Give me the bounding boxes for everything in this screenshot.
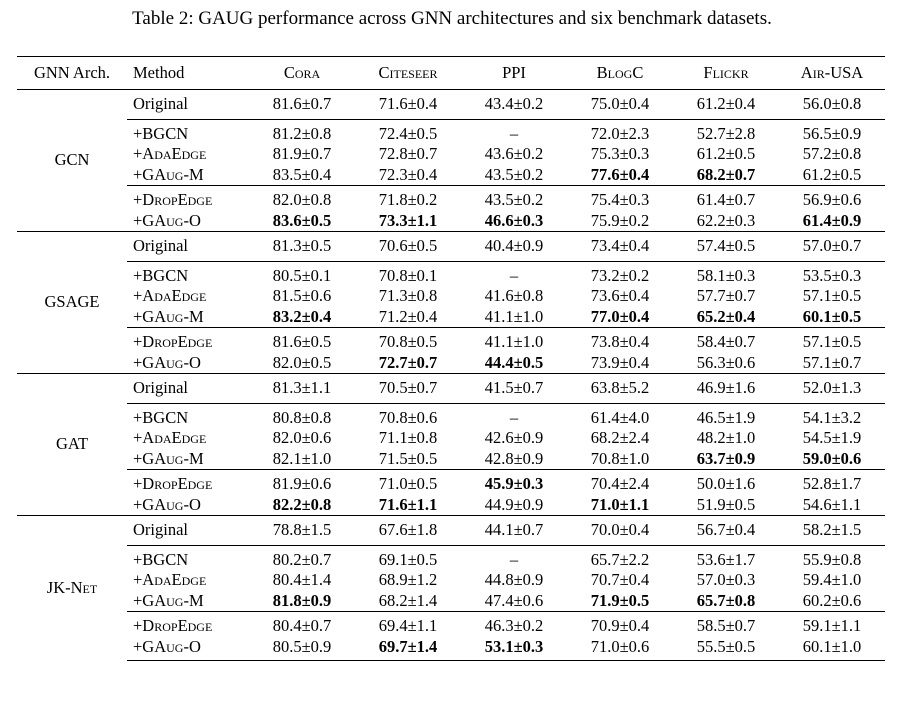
value-cell: 71.6±1.1 — [378, 494, 438, 514]
value-cell: 71.0±0.6 — [567, 637, 673, 661]
value-cell: 71.5±0.5 — [378, 448, 438, 468]
value-cell: 71.1±0.8 — [378, 428, 438, 447]
value-cell: 62.2±0.3 — [696, 210, 756, 230]
value-cell: – — [461, 545, 567, 570]
value-cell: 44.9±0.9 — [484, 494, 544, 514]
value-cell: 75.9±0.2 — [590, 210, 650, 230]
table-row — [17, 307, 885, 328]
value-cell: 43.4±0.2 — [484, 94, 544, 113]
table-row — [17, 119, 885, 144]
value-cell: 52.0±1.3 — [779, 374, 885, 404]
value-cell: 61.4±4.0 — [567, 403, 673, 428]
table-row — [17, 211, 885, 232]
value-cell: 71.9±0.5 — [590, 590, 650, 610]
method-cell: +GAug-M — [133, 164, 204, 184]
header-ppi: PPI — [502, 62, 526, 82]
value-cell: 73.3±1.1 — [378, 210, 438, 230]
value-cell: 57.2±0.8 — [802, 144, 862, 163]
value-cell: 57.7±0.7 — [696, 286, 756, 305]
value-cell: 68.2±2.4 — [590, 428, 650, 447]
value-cell: 61.4±0.9 — [802, 210, 862, 230]
value-cell: 70.8±0.6 — [355, 403, 461, 428]
table-row — [17, 328, 885, 353]
value-cell: 82.0±0.6 — [272, 428, 332, 447]
value-cell: 41.1±1.0 — [484, 306, 544, 326]
header-citeseer: Citeseer — [378, 62, 438, 82]
value-cell: 57.1±0.7 — [802, 352, 862, 372]
value-cell: 81.3±1.1 — [249, 374, 355, 404]
table-row — [17, 495, 885, 516]
value-cell: 44.4±0.5 — [484, 352, 544, 372]
method-cell: +GAug-O — [127, 637, 249, 661]
value-cell: 56.5±0.9 — [779, 119, 885, 144]
value-cell: 73.9±0.4 — [590, 352, 650, 372]
table-row — [17, 286, 885, 307]
value-cell: 81.6±0.5 — [249, 328, 355, 353]
value-cell: 61.4±0.7 — [673, 186, 779, 211]
value-cell: 73.8±0.4 — [567, 328, 673, 353]
value-cell: 72.0±2.3 — [567, 119, 673, 144]
header-blogc: BlogC — [596, 62, 644, 82]
value-cell: 43.5±0.2 — [461, 186, 567, 211]
value-cell: 80.4±1.4 — [272, 570, 332, 589]
value-cell: 83.5±0.4 — [272, 164, 332, 184]
value-cell: 54.5±1.9 — [802, 428, 862, 447]
table-row — [17, 261, 885, 286]
table-row — [17, 374, 885, 404]
value-cell: – — [461, 261, 567, 286]
value-cell: 48.2±1.0 — [696, 428, 756, 447]
method-cell: +GAug-O — [133, 352, 201, 372]
value-cell: 46.9±1.6 — [673, 374, 779, 404]
header-air-usa: Air-USA — [800, 62, 864, 82]
table-row — [17, 353, 885, 374]
table-row — [17, 470, 885, 495]
table-row — [17, 591, 885, 612]
table-row — [17, 449, 885, 470]
table-row — [17, 570, 885, 591]
value-cell: 52.7±2.8 — [673, 119, 779, 144]
value-cell: 81.9±0.6 — [249, 470, 355, 495]
value-cell: 72.8±0.7 — [378, 144, 438, 163]
value-cell: 46.6±0.3 — [484, 210, 544, 230]
value-cell: 71.2±0.4 — [378, 306, 438, 326]
table-row — [17, 545, 885, 570]
value-cell: 72.4±0.5 — [355, 119, 461, 144]
value-cell: 44.1±0.7 — [461, 516, 567, 546]
value-cell: 52.8±1.7 — [779, 470, 885, 495]
value-cell: 53.1±0.3 — [461, 637, 567, 661]
value-cell: 60.1±1.0 — [779, 637, 885, 661]
value-cell: 63.7±0.9 — [696, 448, 756, 468]
value-cell: 68.2±1.4 — [378, 590, 438, 610]
value-cell: 57.1±0.5 — [802, 286, 862, 305]
value-cell: 67.6±1.8 — [355, 516, 461, 546]
value-cell: 44.8±0.9 — [484, 570, 544, 589]
value-cell: 70.8±1.0 — [590, 448, 650, 468]
method-cell: +DropEdge — [127, 328, 249, 353]
value-cell: 40.4±0.9 — [461, 232, 567, 262]
value-cell: 43.5±0.2 — [484, 164, 544, 184]
method-cell: +DropEdge — [127, 470, 249, 495]
value-cell: 71.3±0.8 — [378, 286, 438, 305]
table-row — [17, 186, 885, 211]
value-cell: 81.6±0.7 — [272, 94, 332, 113]
value-cell: 70.5±0.7 — [355, 374, 461, 404]
value-cell: 69.7±1.4 — [355, 637, 461, 661]
value-cell: 81.5±0.6 — [272, 286, 332, 305]
value-cell: 50.0±1.6 — [673, 470, 779, 495]
method-cell: +GAug-O — [133, 494, 201, 514]
value-cell: 69.4±1.1 — [355, 612, 461, 637]
value-cell: 47.4±0.6 — [484, 590, 544, 610]
value-cell: 70.8±0.1 — [355, 261, 461, 286]
value-cell: 81.8±0.9 — [272, 590, 332, 610]
value-cell: 71.0±1.1 — [590, 494, 650, 514]
table-row — [17, 428, 885, 449]
value-cell: 46.5±1.9 — [673, 403, 779, 428]
value-cell: 83.2±0.4 — [272, 306, 332, 326]
value-cell: 41.5±0.7 — [461, 374, 567, 404]
value-cell: 41.6±0.8 — [484, 286, 544, 305]
value-cell: 75.3±0.3 — [590, 144, 650, 163]
value-cell: 70.4±2.4 — [567, 470, 673, 495]
value-cell: 45.9±0.3 — [461, 470, 567, 495]
method-cell: +GAug-M — [133, 590, 204, 610]
value-cell: 73.2±0.2 — [567, 261, 673, 286]
value-cell: 59.0±0.6 — [802, 448, 862, 468]
value-cell: 56.7±0.4 — [673, 516, 779, 546]
gnn-arch-cell: GAT — [17, 374, 127, 516]
value-cell: 57.4±0.5 — [673, 232, 779, 262]
value-cell: 70.0±0.4 — [567, 516, 673, 546]
header-cora: Cora — [283, 62, 321, 82]
header-method: Method — [133, 62, 185, 82]
table-row — [17, 90, 885, 120]
method-cell: +BGCN — [127, 261, 249, 286]
gnn-arch-cell: GCN — [54, 150, 90, 170]
value-cell: 56.0±0.8 — [802, 94, 862, 113]
method-cell: +AdaEdge — [133, 428, 207, 447]
table-header — [17, 57, 885, 90]
method-cell: Original — [127, 374, 249, 404]
value-cell: 43.6±0.2 — [484, 144, 544, 163]
value-cell: 70.6±0.5 — [355, 232, 461, 262]
method-cell: +BGCN — [127, 119, 249, 144]
value-cell: 82.1±1.0 — [272, 448, 332, 468]
table-row — [17, 516, 885, 546]
gnn-arch-cell: JK-Net — [17, 516, 127, 661]
table-caption: Table 2: GAUG performance across GNN architectures and six benchmark datasets. — [132, 8, 772, 29]
value-cell: 57.0±0.7 — [779, 232, 885, 262]
table-row — [17, 612, 885, 637]
method-cell: +DropEdge — [127, 612, 249, 637]
value-cell: 77.0±0.4 — [590, 306, 650, 326]
value-cell: 55.5±0.5 — [673, 637, 779, 661]
value-cell: 41.1±1.0 — [461, 328, 567, 353]
value-cell: 80.5±0.1 — [249, 261, 355, 286]
value-cell: 75.4±0.3 — [567, 186, 673, 211]
value-cell: 75.0±0.4 — [590, 94, 650, 113]
results-table — [17, 56, 885, 661]
value-cell: 46.3±0.2 — [461, 612, 567, 637]
table-row — [17, 165, 885, 186]
value-cell: 71.6±0.4 — [378, 94, 438, 113]
value-cell: 72.3±0.4 — [378, 164, 438, 184]
value-cell: 54.6±1.1 — [802, 494, 862, 514]
value-cell: 65.7±2.2 — [567, 545, 673, 570]
value-cell: 71.8±0.2 — [355, 186, 461, 211]
value-cell: 83.6±0.5 — [272, 210, 332, 230]
header-flickr: Flickr — [703, 62, 749, 82]
method-cell: +AdaEdge — [133, 570, 207, 589]
value-cell: 53.6±1.7 — [673, 545, 779, 570]
value-cell: 56.3±0.6 — [696, 352, 756, 372]
method-cell: Original — [127, 232, 249, 262]
value-cell: 81.9±0.7 — [272, 144, 332, 163]
value-cell: 73.4±0.4 — [567, 232, 673, 262]
gnn-arch-cell: GSAGE — [17, 232, 127, 374]
method-cell: Original — [133, 94, 188, 113]
value-cell: 65.7±0.8 — [696, 590, 756, 610]
method-cell: +DropEdge — [127, 186, 249, 211]
value-cell: 59.1±1.1 — [779, 612, 885, 637]
value-cell: 53.5±0.3 — [779, 261, 885, 286]
value-cell: 70.9±0.4 — [567, 612, 673, 637]
value-cell: 63.8±5.2 — [567, 374, 673, 404]
value-cell: – — [461, 119, 567, 144]
value-cell: 58.4±0.7 — [673, 328, 779, 353]
header-gnn-arch: GNN Arch. — [33, 62, 111, 82]
value-cell: 82.2±0.8 — [272, 494, 332, 514]
value-cell: 80.4±0.7 — [249, 612, 355, 637]
value-cell: 61.2±0.4 — [696, 94, 756, 113]
method-cell: +GAug-M — [133, 448, 204, 468]
method-cell: +GAug-M — [133, 306, 204, 326]
value-cell: 68.2±0.7 — [696, 164, 756, 184]
value-cell: 82.0±0.8 — [249, 186, 355, 211]
method-cell: +BGCN — [127, 403, 249, 428]
value-cell: 78.8±1.5 — [249, 516, 355, 546]
value-cell: 60.2±0.6 — [802, 590, 862, 610]
value-cell: 56.9±0.6 — [779, 186, 885, 211]
method-cell: +GAug-O — [133, 210, 201, 230]
value-cell: 72.7±0.7 — [378, 352, 438, 372]
value-cell: 80.2±0.7 — [249, 545, 355, 570]
value-cell: 58.2±1.5 — [779, 516, 885, 546]
value-cell: 54.1±3.2 — [779, 403, 885, 428]
table-body — [17, 90, 885, 661]
value-cell: 57.1±0.5 — [779, 328, 885, 353]
value-cell: 81.3±0.5 — [249, 232, 355, 262]
value-cell: 73.6±0.4 — [590, 286, 650, 305]
value-cell: 77.6±0.4 — [590, 164, 650, 184]
value-cell: 57.0±0.3 — [696, 570, 756, 589]
value-cell: 60.1±0.5 — [802, 306, 862, 326]
value-cell: 69.1±0.5 — [355, 545, 461, 570]
table-row — [17, 232, 885, 262]
value-cell: 70.7±0.4 — [590, 570, 650, 589]
value-cell: 61.2±0.5 — [802, 164, 862, 184]
value-cell: 61.2±0.5 — [696, 144, 756, 163]
value-cell: – — [461, 403, 567, 428]
value-cell: 71.0±0.5 — [355, 470, 461, 495]
value-cell: 55.9±0.8 — [779, 545, 885, 570]
value-cell: 80.5±0.9 — [249, 637, 355, 661]
value-cell: 58.1±0.3 — [673, 261, 779, 286]
table-row — [17, 637, 885, 661]
value-cell: 58.5±0.7 — [673, 612, 779, 637]
value-cell: 81.2±0.8 — [249, 119, 355, 144]
value-cell: 51.9±0.5 — [696, 494, 756, 514]
value-cell: 65.2±0.4 — [696, 306, 756, 326]
method-cell: +BGCN — [127, 545, 249, 570]
method-cell: Original — [127, 516, 249, 546]
value-cell: 42.6±0.9 — [484, 428, 544, 447]
method-cell: +AdaEdge — [133, 286, 207, 305]
value-cell: 68.9±1.2 — [378, 570, 438, 589]
value-cell: 42.8±0.9 — [484, 448, 544, 468]
table-row — [17, 403, 885, 428]
value-cell: 80.8±0.8 — [249, 403, 355, 428]
value-cell: 70.8±0.5 — [355, 328, 461, 353]
method-cell: +AdaEdge — [133, 144, 207, 163]
value-cell: 59.4±1.0 — [802, 570, 862, 589]
table-row — [17, 144, 885, 165]
value-cell: 82.0±0.5 — [272, 352, 332, 372]
